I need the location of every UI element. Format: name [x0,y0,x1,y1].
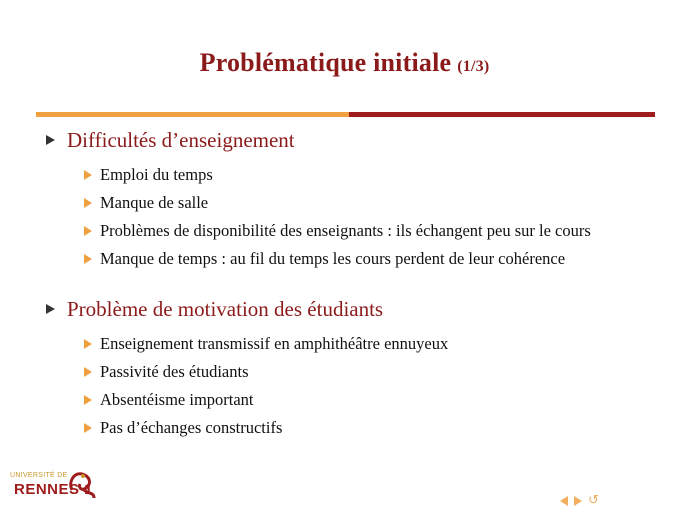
university-logo [8,468,118,504]
list-item-text: Emploi du temps [100,165,213,184]
section-heading-text: Difficultés d’enseignement [67,127,295,152]
bullet-triangle-icon [84,226,92,236]
triangle-right-icon[interactable] [574,496,582,506]
list-item [84,161,591,189]
title-rule-orange [36,112,349,117]
list-item-text: Manque de temps : au fil du temps les cours perdent de leur cohérence [100,249,566,268]
slide-title-text: Problématique initiale [199,48,452,77]
slide-title [0,48,689,78]
bullet-triangle-icon [84,339,92,349]
section-heading [46,296,448,322]
list-item [84,358,448,386]
list-item [84,330,448,358]
section-motivation [46,296,448,442]
list-item [84,217,591,245]
list-item-text: Enseignement transmissif en amphithéâtre ennuyeux [100,334,449,353]
bullet-triangle-icon [84,367,92,377]
bullet-triangle-icon [84,198,92,208]
bullet-triangle-icon [84,254,92,264]
list-item-text: Problèmes de disponibilité des enseignants : ils échangent peu sur le cours [100,221,591,240]
bullet-triangle-icon [46,135,55,145]
bullet-triangle-icon [46,304,55,314]
bullet-triangle-icon [84,423,92,433]
bullet-list [46,161,591,273]
list-item [84,414,448,442]
bullet-triangle-icon [84,395,92,405]
list-item [84,386,448,414]
logo-line1: UNIVERSITÉ DE [10,472,68,479]
section-difficultes [46,127,591,273]
list-item [84,245,591,273]
section-heading [46,127,591,153]
slide-page-indicator: (1/3) [457,58,490,75]
logo-line2: RENNES 1 [14,481,94,498]
list-item [84,189,591,217]
bullet-list [46,330,448,442]
section-heading-text: Problème de motivation des étudiants [67,296,384,321]
title-rule-red [349,112,655,117]
list-item-text: Absentéisme important [100,390,254,409]
slide-navigation [560,495,599,507]
list-item-text: Passivité des étudiants [100,362,249,381]
bullet-triangle-icon [84,170,92,180]
triangle-left-icon[interactable] [560,496,568,506]
list-item-text: Pas d’échanges constructifs [100,418,283,437]
cycle-icon[interactable]: ↺ [588,493,599,508]
logo-emblem-icon [66,468,98,502]
list-item-text: Manque de salle [100,193,209,212]
